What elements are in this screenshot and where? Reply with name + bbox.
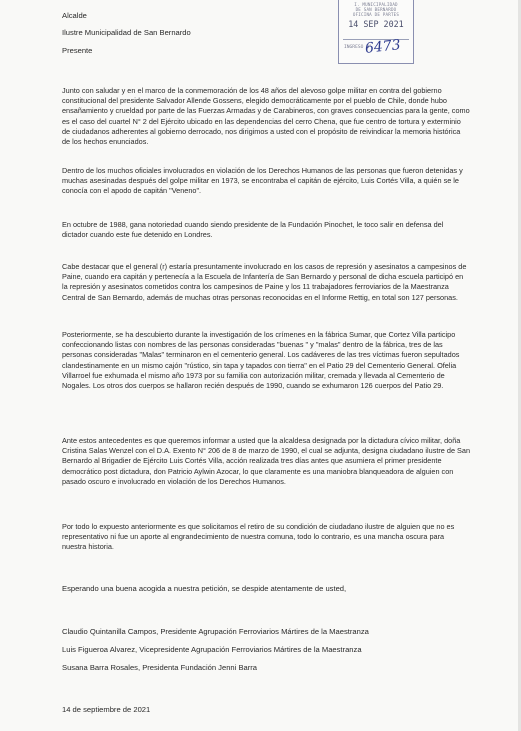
stamp-handwritten-number: 6473 (364, 37, 402, 57)
paragraph-3: En octubre de 1988, gana notoriedad cuando siendo presidente de la Fundación Pinochet, le toco salir en defensa del dictador cuando este fue detenido en Londres. (62, 220, 444, 240)
recipient-title: Alcalde (62, 11, 87, 20)
paragraph-4: Cabe destacar que el general (r) estaría presuntamente involucrado en los casos de represión y asesinatos a campesinos de Paine, cuando era capitán y pertenecía a la Escuela de Infantería de San Bernardo y personal de dicha escuela participó en la represión y asesinatos cometidos contra los campesinos de Paine y los 11 trabajadores ferroviarios de la Maestranza Central de San Bernardo, además de muchas otras personas reconocidas en el Informe Rettig, en total son 127 personas. (62, 262, 467, 302)
closing-line: Esperando una buena acogida a nuestra petición, se despide atentamente de usted, (62, 584, 347, 593)
paragraph-1: Junto con saludar y en el marco de la conmemoración de los 48 años del alevoso golpe militar en contra del gobierno constitucional del presidente Salvador Allende Gossens, elegido democráticamente por el pueblo de Chile, donde hubo ensañamiento y crueldad por parte de las Fuerzas Armadas y de Carabineros, con graves consecuencias para la gente, como es el caso del cuartel N° 2 del Ejército ubicado en las dependencias del cerro Chena, que fue centro de tortura y exterminio de ciudadanos adherentes al gobierno derrocado, nos dirigimos a usted con el propósito de reivindicar la memoria histórica de los hechos enunciados. (62, 86, 470, 147)
stamp-label: INGRESO N° (344, 45, 372, 50)
paragraph-2: Dentro de los muchos oficiales involucrados en violación de los Derechos Humanos de las personas que fueron detenidas y muchas asesinadas después del golpe militar en 1973, se encontraba el capitán de ejército, Luis Cortés Villa, a quién se le conocía con el apodo de capitán "Veneno". (62, 166, 463, 196)
letter-date: 14 de septiembre de 2021 (62, 705, 151, 714)
signatory-1: Claudio Quintanilla Campos, Presidente Agrupación Ferroviarios Mártires de la Maestranza (62, 627, 369, 636)
recipient-presente: Presente (62, 46, 93, 55)
stamp-date: 14 SEP 2021 (348, 19, 404, 29)
signatory-2: Luis Figueroa Alvarez, Vicepresidente Agrupación Ferroviarios Mártires de la Maestranza (62, 645, 362, 654)
paragraph-5: Posteriormente, se ha descubierto durante la investigación de los crímenes en la fábrica Sumar, que Cortez Villa participo confeccionando listas con nombres de las personas consideradas "buenas " y "malas" dentro de la fábrica, tres de las personas consideradas "Malas" terminaron en el cementerio general. Los cadáveres de las tres víctimas fueron sepultados clandestinamente en un mismo cajón "rústico, sin tapa y tapados con tierra" en el Patio 29 del Cementerio General. Ofelia Villarroel fue exhumada el mismo año 1973 por su familia con autorización militar, cremada y llevada al Cementerio de Nogales. Los otros dos cuerpos se hallaron recién después de 1990, cuando se exhumaron 126 cuerpos del Patio 29. (62, 330, 460, 391)
reception-stamp (338, 0, 414, 64)
stamp-header: I. MUNICIPALIDAD DE SAN BERNARDO OFICINA DE PARTES (352, 2, 400, 17)
recipient-institution: Ilustre Municipalidad de San Bernardo (62, 28, 191, 37)
paragraph-6: Ante estos antecedentes es que queremos informar a usted que la alcaldesa designada por la dictadura cívico militar, doña Cristina Salas Wenzel con el D.A. Exento N° 206 de 8 de marzo de 1990, el cual se adjunta, designa ciudadano ilustre de San Bernardo al Brigadier de Ejército Luis Cortés Villa, acción realizada tres días antes que asumiera el primer presidente democrático post dictadura, don Patricio Aylwin Azocar, lo que claramente es una maniobra blanqueadora de alguien con pasado oscuro e involucrado en violación de los Derechos Humanos. (62, 436, 471, 486)
paragraph-7: Por todo lo expuesto anteriormente es que solicitamos el retiro de su condición de ciudadano ilustre de alguien que no es representativo ni fue un aporte al engrandecimiento de nuestra comuna, todo lo contrario, es una mancha oscura para nuestra historia. (62, 522, 455, 552)
signatory-3: Susana Barra Rosales, Presidenta Fundación Jenni Barra (62, 663, 258, 672)
